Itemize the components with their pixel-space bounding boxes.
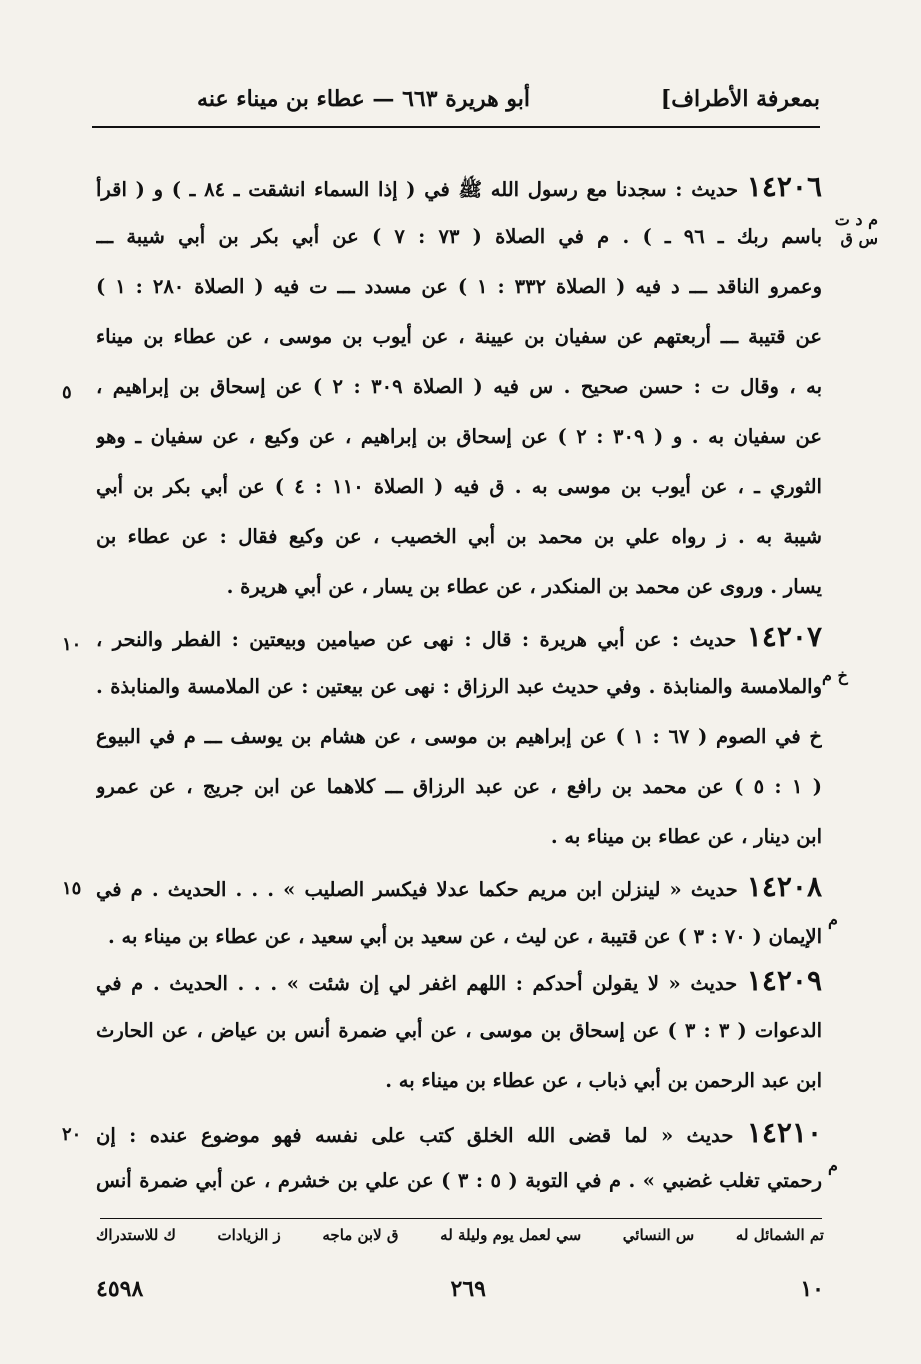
text-line [96, 1066, 822, 1096]
footer-volume-number: ١٠ [800, 1276, 824, 1302]
text-line [96, 1166, 822, 1196]
margin-note-sigla-3: م [828, 910, 838, 929]
header-section-title: أبو هريرة ٦٦٣ — عطاء بن ميناء عنه [197, 86, 530, 112]
hadith-number: ١٤٢٠٧ [746, 622, 822, 653]
footer-rule [100, 1218, 822, 1219]
hadith-number: ١٤٢٠٩ [746, 966, 822, 997]
line-text: ابن عبد الرحمن بن أبي ذباب ، عن عطاء بن ميناء به . [385, 1069, 822, 1092]
hadith-entry-line [96, 172, 822, 205]
page-number: ٢٦٩ [450, 1276, 486, 1302]
hadith-number: ١٤٢١٠ [746, 1118, 822, 1149]
line-text: الدعوات ( ٣ : ٣ ) عن إسحاق بن موسى ، عن أبي ضمرة أنس بن عياض ، عن الحارث [96, 1019, 822, 1042]
text-line [96, 372, 822, 402]
legend-item: تم الشمائل له [735, 1226, 824, 1244]
legend-item: سي لعمل يوم وليلة له [440, 1226, 582, 1244]
header-book-title: بمعرفة الأطراف] [660, 86, 820, 112]
header-rule [92, 126, 820, 128]
hadith-number: ١٤٢٠٦ [746, 172, 822, 203]
line-text: عن سفيان به . و ( ٣٠٩ : ٢ ) عن إسحاق بن إبراهيم ، عن وكيع ، عن سفيان ـ وهو [96, 425, 822, 448]
text-line [96, 572, 822, 602]
line-text: يسار . وروى عن محمد بن المنكدر ، عن عطاء بن يسار ، عن أبي هريرة . [226, 575, 822, 598]
text-line [96, 922, 822, 952]
text-line [96, 1016, 822, 1046]
hadith-entry-line [96, 1118, 822, 1151]
line-text: حديث : سجدنا مع رسول الله ﷺ في ( إذا السماء انشقت ـ ٨٤ ـ ) و ( اقرأ [96, 178, 739, 201]
text-line [96, 472, 822, 502]
legend-item: ق لابن ماجه [322, 1226, 399, 1244]
hadith-entry-line [96, 966, 822, 999]
margin-line-number-20: ٢٠ [62, 1124, 82, 1145]
line-text: رحمتي تغلب غضبي » . م في التوبة ( ٥ : ٣ ) عن علي بن خشرم ، عن أبي ضمرة أنس [96, 1169, 822, 1192]
text-line [96, 772, 822, 802]
line-text: خ في الصوم ( ٦٧ : ١ ) عن إبراهيم بن موسى ، عن هشام بن يوسف ـــ م في البيوع [96, 725, 822, 748]
legend-item: ز الزيادات [217, 1226, 281, 1244]
line-text: عن قتيبة ـــ أربعتهم عن سفيان بن عيينة ، عن أيوب بن موسى ، عن عطاء بن ميناء [96, 325, 822, 348]
line-text: حديث « لينزلن ابن مريم حكما عدلا فيكسر الصليب » . . . الحديث . م في [96, 878, 738, 901]
line-text: شيبة به . ز رواه علي بن محمد بن أبي الخصيب ، عن وكيع فقال : عن عطاء بن [96, 525, 822, 548]
line-text: باسم ربك ـ ٩٦ ـ ) . م في الصلاة ( ٧٣ : ٧ ) عن أبي بكر بن أبي شيبة ـــ [96, 225, 822, 248]
line-text: حديث « لا يقولن أحدكم : اللهم اغفر لي إن شئت » . . . الحديث . م في [96, 972, 738, 995]
text-line [96, 272, 822, 302]
line-text: ابن دينار ، عن عطاء بن ميناء به . [550, 825, 822, 848]
text-line [96, 522, 822, 552]
line-text: حديث : عن أبي هريرة : قال : نهى عن صيامين وبيعتين : الفطر والنحر ، [96, 628, 737, 651]
hadith-entry-line [96, 872, 822, 905]
line-text: الثوري ـ ، عن أيوب بن موسى به . ق فيه ( الصلاة ١١٠ : ٤ ) عن أبي بكر بن أبي [96, 475, 822, 498]
text-line [96, 822, 822, 852]
line-text: والملامسة والمنابذة . وفي حديث عبد الرزاق : نهى عن بيعتين : عن الملامسة والمنابذة . [96, 675, 822, 698]
margin-line-number-10: ١٠ [62, 634, 82, 655]
footer-total-number: ٤٥٩٨ [96, 1276, 144, 1302]
margin-line-number-5: ٥ [62, 382, 72, 403]
text-line [96, 422, 822, 452]
margin-note-sigla: م د ت س ق [834, 210, 878, 248]
margin-note-sigla-2: خ م [822, 666, 848, 685]
text-line [96, 672, 822, 702]
sigla-legend [96, 1226, 824, 1254]
line-text: الإيمان ( ٧٠ : ٣ ) عن قتيبة ، عن ليث ، عن سعيد بن أبي سعيد ، عن عطاء بن ميناء به . [107, 925, 822, 948]
line-text: ( ١ : ٥ ) عن محمد بن رافع ، عن عبد الرزاق ـــ كلاهما عن ابن جريج ، عن عمرو [96, 775, 822, 798]
line-text: به ، وقال ت : حسن صحيح . س فيه ( الصلاة ٣٠٩ : ٢ ) عن إسحاق بن إبراهيم ، [96, 375, 822, 398]
running-header [92, 86, 820, 120]
text-line [96, 222, 822, 252]
line-text: وعمرو الناقد ـــ د فيه ( الصلاة ٣٣٢ : ١ ) عن مسدد ـــ ت فيه ( الصلاة ٢٨٠ : ١ ) [96, 275, 822, 298]
hadith-number: ١٤٢٠٨ [746, 872, 822, 903]
legend-item: س النسائي [622, 1226, 695, 1244]
text-line [96, 322, 822, 352]
legend-item: ك للاستدراك [96, 1226, 176, 1244]
text-line [96, 722, 822, 752]
line-text: حديث « لما قضى الله الخلق كتب على نفسه فهو موضوع عنده : إن [96, 1124, 734, 1147]
hadith-entry-line [96, 622, 822, 655]
margin-line-number-15: ١٥ [62, 878, 82, 899]
margin-note-sigla-4: م [828, 1156, 838, 1175]
